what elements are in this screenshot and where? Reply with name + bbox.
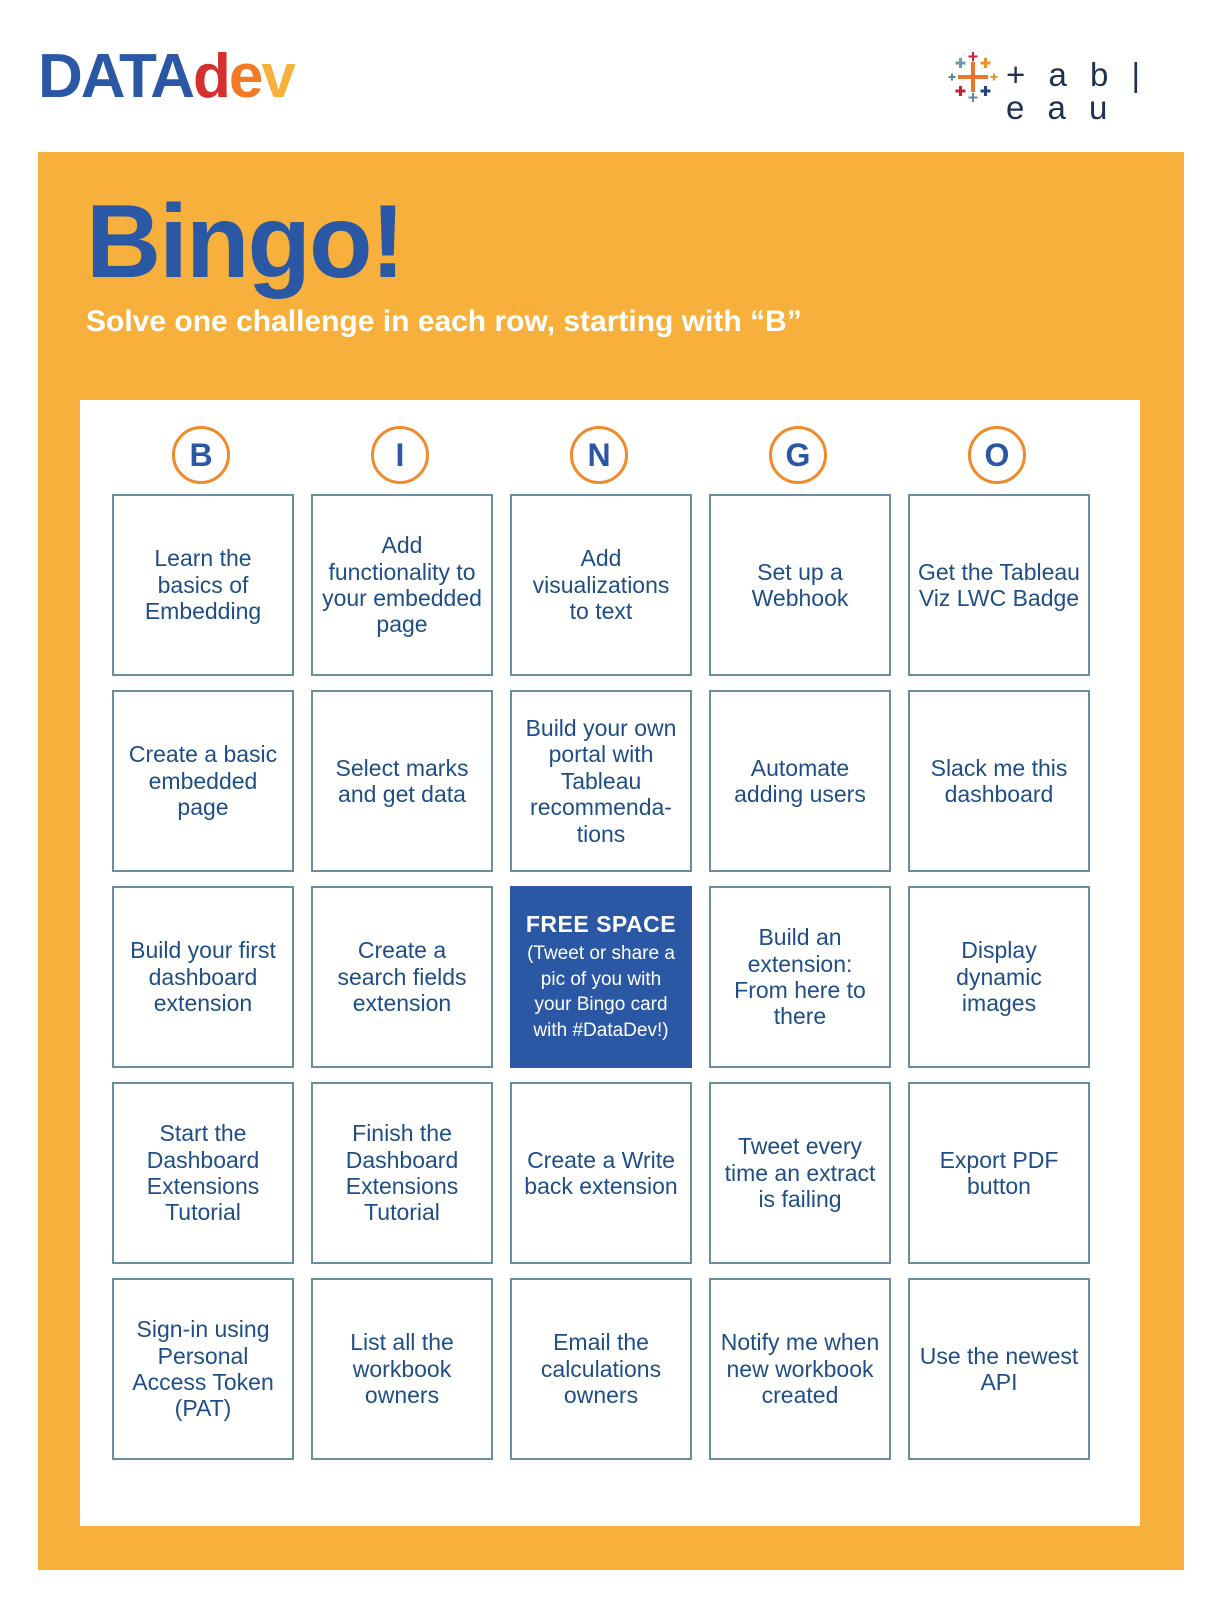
bingo-square[interactable]: Use the newest API (908, 1278, 1090, 1460)
tableau-logo (948, 52, 1188, 126)
bingo-panel (38, 152, 1184, 1570)
free-space-title: FREE SPACE (525, 910, 677, 937)
bingo-square[interactable]: Start the Dashboard Extensions Tutorial (112, 1082, 294, 1264)
bingo-square[interactable]: Slack me this dashboard (908, 690, 1090, 872)
tableau-plus-icon (948, 52, 998, 102)
logo-letter: v (261, 42, 294, 111)
bingo-square[interactable]: Learn the basics of Embedding (112, 494, 294, 676)
bingo-square[interactable]: Get the Tableau Viz LWC Badge (908, 494, 1090, 676)
bingo-square[interactable]: Display dynamic images (908, 886, 1090, 1068)
column-letter-i: I (371, 426, 429, 484)
free-space-square[interactable] (510, 886, 692, 1068)
page-header (0, 0, 1222, 150)
bingo-square[interactable]: Automate adding users (709, 690, 891, 872)
logo-dev-text (193, 42, 294, 111)
bingo-square[interactable]: Sign-in using Personal Access Token (PAT) (112, 1278, 294, 1460)
bingo-square[interactable]: Finish the Dashboard Extensions Tutorial (311, 1082, 493, 1264)
bingo-card (80, 400, 1140, 1526)
bingo-square[interactable]: Export PDF button (908, 1082, 1090, 1264)
bingo-square[interactable]: Add functionality to your embedded page (311, 494, 493, 676)
bingo-square[interactable]: Build your own portal with Tableau recommenda-tions (510, 690, 692, 872)
column-letter-n: N (570, 426, 628, 484)
datadev-logo (38, 42, 294, 111)
page-title: Bingo! (86, 184, 404, 300)
bingo-square[interactable]: Create a basic embedded page (112, 690, 294, 872)
bingo-square[interactable]: Set up a Webhook (709, 494, 891, 676)
bingo-square[interactable]: Add visualizations to text (510, 494, 692, 676)
bingo-square[interactable]: Select marks and get data (311, 690, 493, 872)
bingo-square[interactable]: Build your first dashboard extension (112, 886, 294, 1068)
column-letter-o: O (968, 426, 1026, 484)
logo-letter: e (228, 42, 262, 111)
free-space-text: (Tweet or share a pic of you with your Bingo card with #DataDev!) (527, 942, 675, 1041)
bingo-square[interactable]: Notify me when new workbook created (709, 1278, 891, 1460)
page-subtitle: Solve one challenge in each row, starting with “B” (86, 305, 802, 338)
bingo-square[interactable]: Tweet every time an extract is failing (709, 1082, 891, 1264)
column-letter-b: B (172, 426, 230, 484)
logo-data-text: DATA (38, 42, 193, 111)
bingo-square[interactable]: Create a Write back extension (510, 1082, 692, 1264)
bingo-square[interactable]: Create a search fields extension (311, 886, 493, 1068)
logo-letter: d (193, 42, 229, 111)
column-letter-g: G (769, 426, 827, 484)
bingo-square[interactable]: List all the workbook owners (311, 1278, 493, 1460)
tableau-wordmark: + a b | e a u (1006, 56, 1148, 126)
bingo-square[interactable]: Build an extension: From here to there (709, 886, 891, 1068)
bingo-square[interactable]: Email the calculations owners (510, 1278, 692, 1460)
